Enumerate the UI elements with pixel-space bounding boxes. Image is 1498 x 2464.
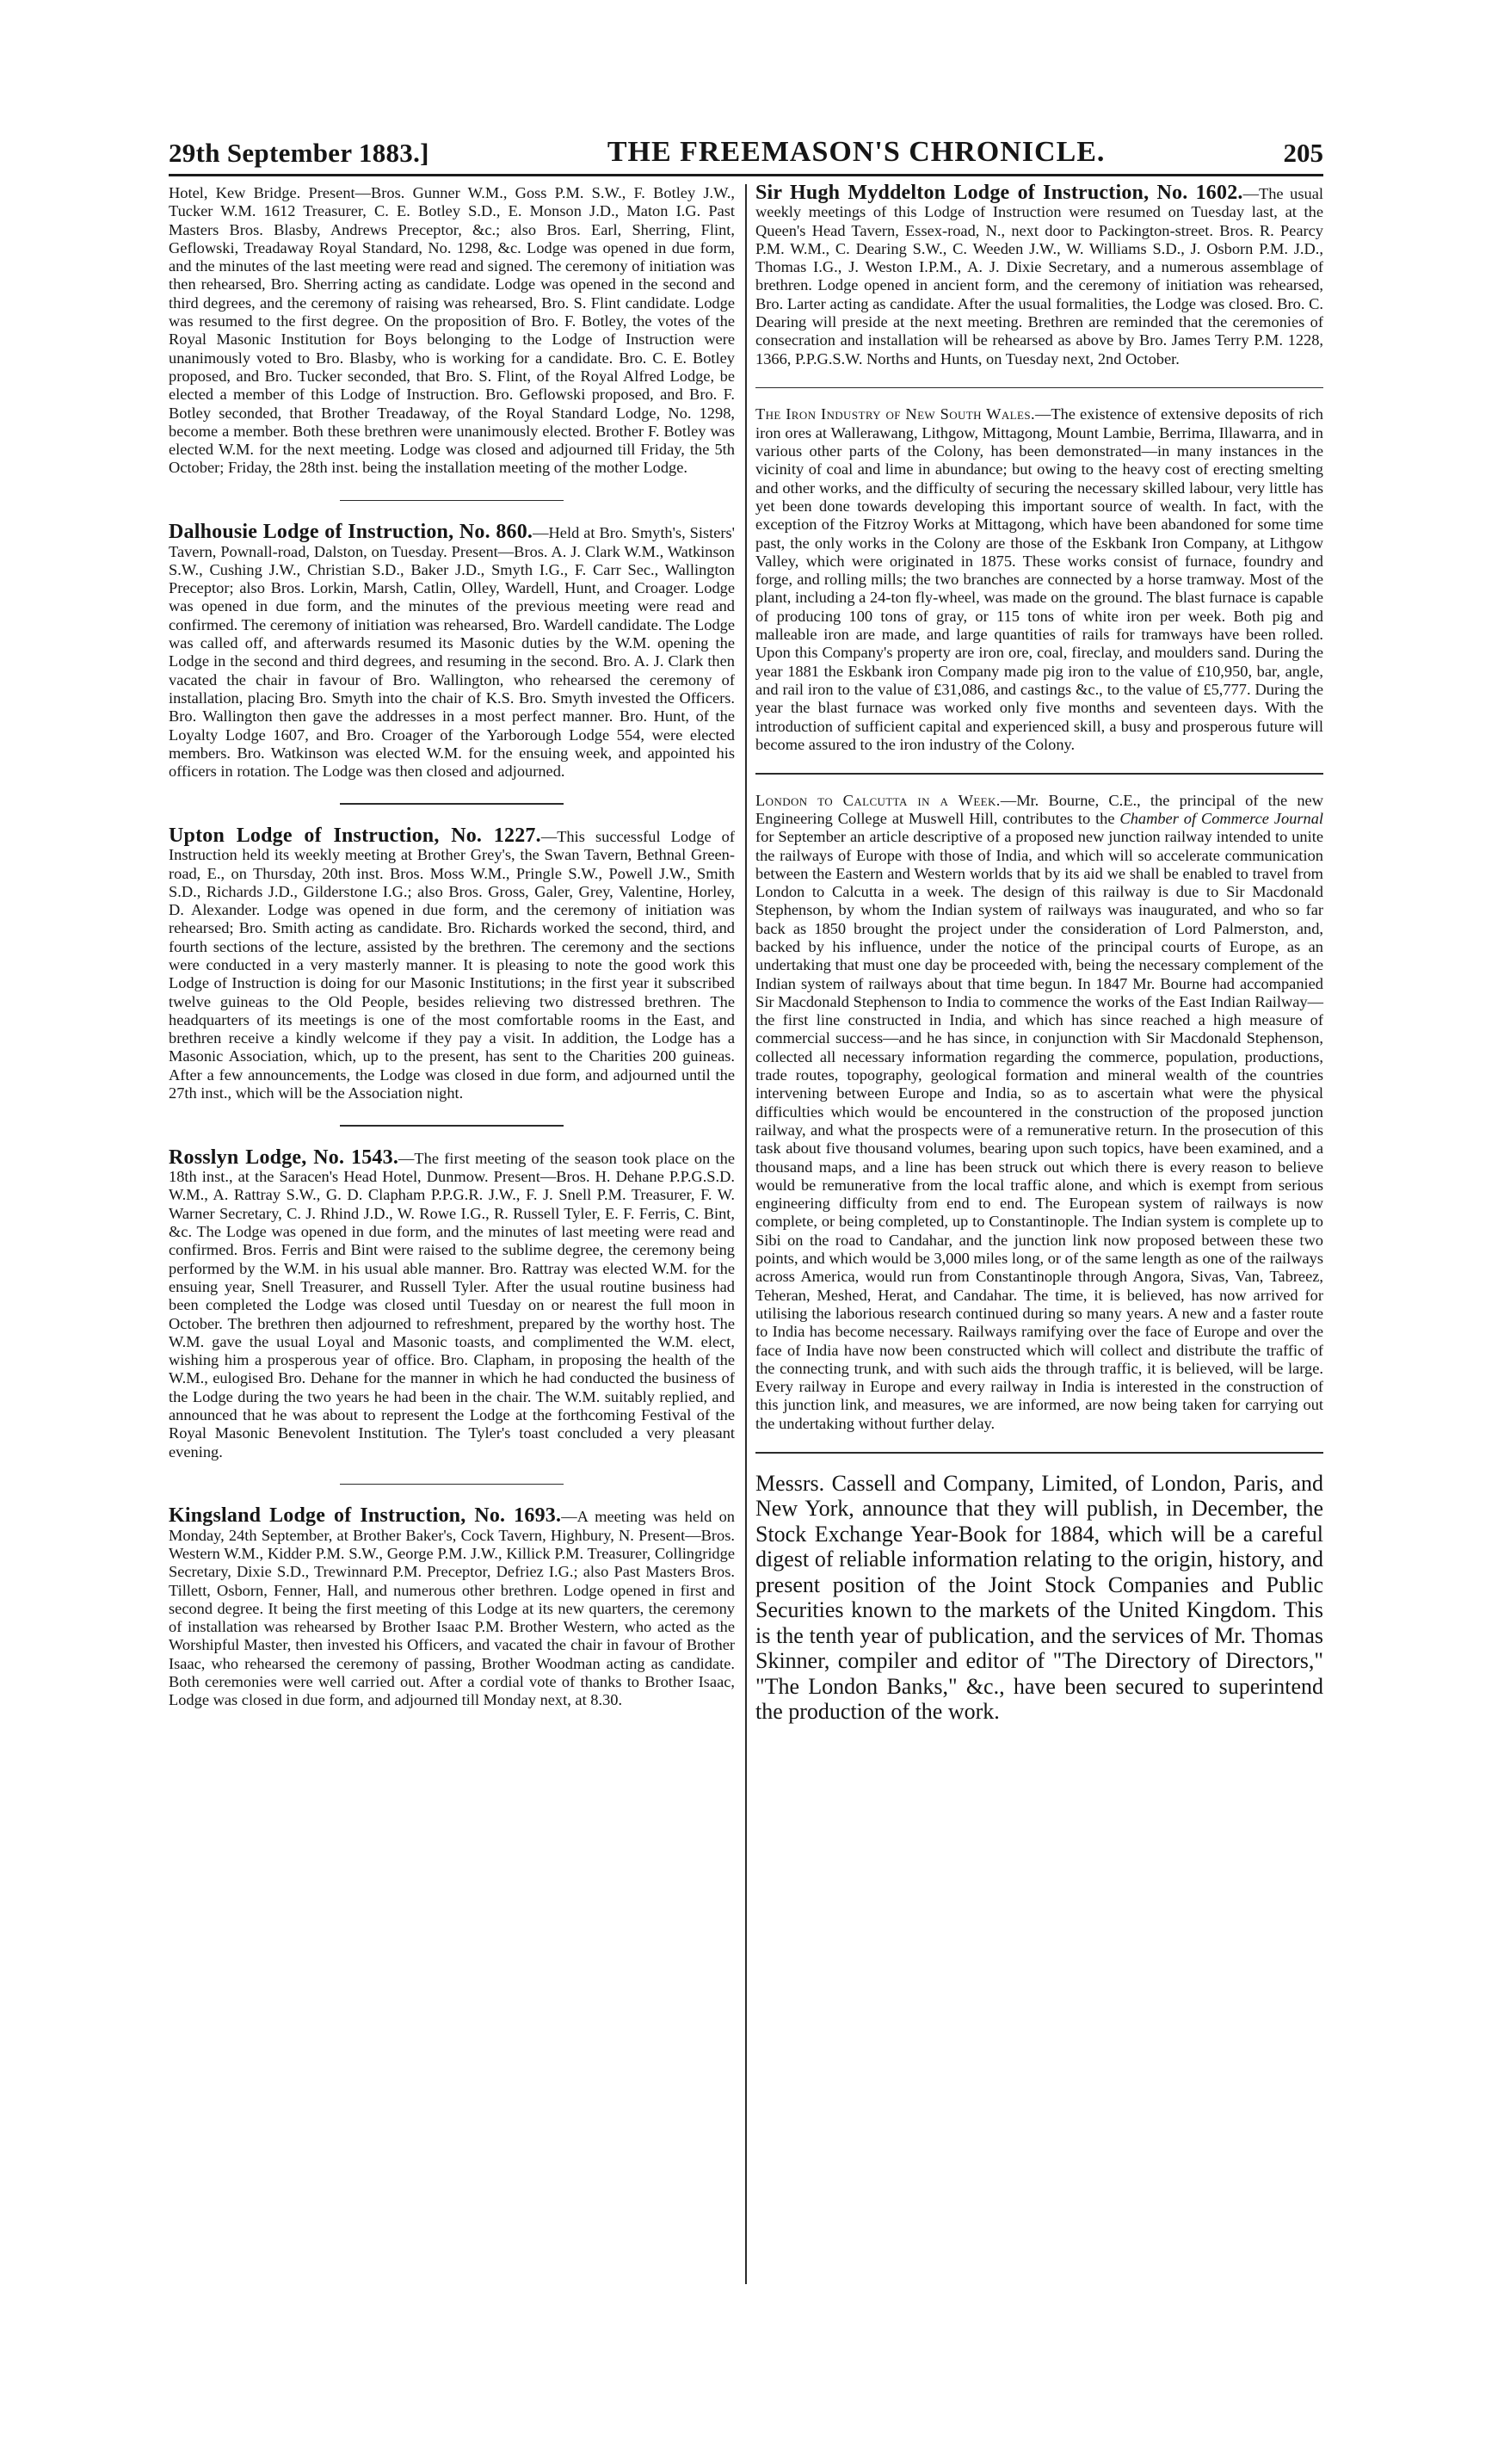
article-body-continued: for September an article descriptive of a proposed new junction railway intended to unite the railways of Europe with those of India, and which will so accelerate communication between the Eastern and Western worlds that by its aid we shall be enabled to travel from London to Calcutta in a week. The design of this railway is due to Sir Macdonald Stephenson, by whom the Indian system of railways was inaugurated, and who so far back as 1850 brought the project under the consideration of Lord Palmerston, and, backed by his influence, under the notice of the principal courts of Europe, as an undertaking that must one day be proceeded with, being the necessary complement of the Indian system of railways about that time begun. In 1847 Mr. Bourne had accompanied Sir Macdonald Stephenson to India to commence the works of the East Indian Railway—the first line constructed in India, and which has since reached a high measure of commercial success—and he has since, in conjunction with Sir Macdonald Stephenson, collected all necessary information regarding the commerce, population, productions, trade routes, topography, geological formation and mineral wealth of the countries intervening between Europe and India, so as to ascertain what were the physical difficulties which would be encountered in the construction of the proposed junction railway, and what the prospects were of a remunerative return. In the prosecution of this task about five thousand volumes, bearing upon such topics, have been examined, and a thousand maps, and a line has been struck out which there is every reason to believe would be remunerative from the local traffic alone, and which is exempt from serious engineering difficulty from end to end. The European system of railways is now complete, or being completed, up to Constantinople. The Indian system is complete up to Sibi on the road to Candahar, and the junction link now proposed between these two points, and which would be 3,000 miles long, or of the same length as one of the railways across America, would run from Constantinople through Angora, Sivas, Van, Tabreez, Teheran, Meshed, Herat, and Candahar. The time, it is believed, has now arrived for utilising the laborious research continued during so many years. A new and a faster route to India has become necessary. Railways ramifying over the face of Europe and over the face of India have now been constructed which will collect and distribute the traffic of the connecting trunk, and with such aids the through traffic, it is believed, will be large. Every railway in Europe and every railway in India is interested in the construction of this junction link, and measures, we are informed, are now being taken for carrying out the undertaking without further delay. [755,828,1323,1432]
article-heading: Rosslyn Lodge, No. 1543. [169,1146,399,1169]
article-body: —The usual weekly meetings of this Lodge of Instruction were resumed on Tuesday last, at the Queen's Head Tavern, Essex-road, N., next door to Packington-street. Bros. R. Pearcy P.M. W.M., C. Dearing S.W., C. Weeden J.W., W. Williams S.D., J. Osborn P.M. J.D., Thomas I.G., J. Weston I.P.M., A. J. Dixie Secretary, and a numerous assemblage of brethren. Lodge opened in ancient form, and the ceremony of initiation was rehearsed, Bro. Larter acting as candidate. After the usual formalities, the Lodge was closed. Bro. C. Dearing will preside at the next meeting. Brethren are reminded that the ceremonies of consecration and installation will be rehearsed as above by Bro. James Terry P.M. 1228, 1366, P.P.G.S.W. Norths and Hunts, on Tuesday next, 2nd October. [755,185,1323,367]
article-body: —Mr. Bourne, C.E., the principal of the new Engineering College at Muswell Hill, contributes to the [755,791,1323,827]
masthead [169,126,1323,176]
notice-body: Messrs. Cassell and Company, Limited, of London, Paris, and New York, announce that they will publish, in December, the Stock Exchange Year-Book for 1884, which will be a careful digest of reliable information relating to the origin, history, and present position of the Joint Stock Companies and Public Securities known to the markets of the United Kingdom. This is the tenth year of publication, and the services of Mr. Thomas Skinner, compiler and editor of "The Directory of Directors," "The London Banks," &c., have been secured to superintend the production of the work. [755,1470,1323,1724]
journal-title: Chamber of Commerce Journal [1119,809,1324,827]
article-rosslyn [169,1146,735,1461]
section-rule [340,500,564,502]
left-column [169,184,735,1710]
article-body: —Held at Bro. Smyth's, Sisters' Tavern, Pownall-road, Dalston, on Tuesday. Present—Bros. A. J. Clark W.M., Watkinson S.W., Cushing J.W., Christian S.D., Baker J.D., Smyth I.G., F. Carr Sec., Wallington Preceptor; also Bros. Lorkin, Marsh, Catlin, Olley, Wardell, Hunt, and Croager. Lodge was opened in due form, and the minutes of the previous meeting were read and confirmed. The ceremony of initiation was rehearsed, Bro. Wardell candidate. The Lodge was called off, and afterwards resumed its Masonic duties by the W.M. opening the Lodge in the second and third degrees, and resuming in the second. Bro. A. J. Clark then vacated the chair in favour of Bro. Wallington, who rehearsed the ceremony of installation, placing Bro. Smyth into the chair of K.S. Bro. Smyth invested the Officers. Bro. Wallington then gave the addresses in a most perfect manner. Bro. Hunt, of the Loyalty Lodge 1607, and Bro. Croager of the Yarborough Lodge 554, were elected members. Bro. Watkinson was elected W.M. for the ensuing week, and appointed his officers in rotation. The Lodge was then closed and adjourned. [169,524,735,781]
article-upton [169,824,736,1102]
article-body: —This successful Lodge of Instruction held its weekly meeting at Brother Grey's, the Swan Tavern, Bethnal Green-road, E., on Thursday, 20th inst. Bros. Moss W.M., Pringle S.W., Powell J.W., Smith S.D., Richards J.D., Gilderstone I.G.; also Bros. Gross, Galer, Grey, Valentine, Horley, D. Alexander. Lodge was opened in due form, and the ceremony of initiation was rehearsed; Bro. Smith acting as candidate. Bro. Richards worked the second, third, and fourth sections of the lecture, assisted by the brethren. The ceremony and the sections were conducted in a very masterly manner. It is pleasing to note the good work this Lodge of Instruction is doing for our Masonic Institutions; in the first year it subscribed twelve guineas to the Old People, besides relieving two distressed brethren. The headquarters of its meetings is one of the most comfortable rooms in the East, and brethren receive a kindly welcome if they pay a visit. In addition, the Lodge has a Masonic Association, which, up to the present, has sent to the Charities 200 guineas. After a few announcements, the Lodge was closed in due form, and adjourned until the 27th inst., which will be the Association night. [169,827,736,1102]
article-kingsland [169,1504,735,1709]
section-rule [340,1125,564,1127]
article-body: —The existence of extensive deposits of rich iron ores at Wallerawang, Lithgow, Mittagong, Mount Lambie, Berrima, Illawarra, and in various other parts of the Colony, has been demonstrated—in many instances in the vicinity of coal and lime in abundance; but owing to the heavy cost of erecting smelting and other works, and the difficulty of securing the necessary skilled labour, very little has yet been done towards developing this important source of wealth. In fact, with the exception of the Fitzroy Works at Mittagong, which have been abandoned for some time past, the only works in the Colony are those of the Eskbank Iron Company, at Lithgow Valley, which were originated in 1875. These works consist of furnace, foundry and forge, and rolling mills; the two branches are connected by a horse tramway. Most of the plant, including a 24-ton fly-wheel, was made on the ground. The blast furnace is capable of producing 100 tons of gray, or 115 tons of white iron per week. Both pig and malleable iron are made, and large quantities of rails for tramways have been rolled. Upon this Company's property are iron ore, coal, fireclay, and moulders sand. During the year 1881 the Eskbank iron Company made pig iron to the value of £10,950, bar, angle, and rail iron to the value of £31,086, and castings &c., to the value of £5,777. During the year the blast furnace was worked only five months and seventeen days. With the introduction of sufficient capital and experienced skill, a busy and prosperous future will become assured to the iron industry of the Colony. [755,405,1323,753]
section-rule [755,387,1323,389]
article-body: —A meeting was held on Monday, 24th September, at Brother Baker's, Cock Tavern, Highbury, N. Present—Bros. Western W.M., Kidder P.M. S.W., George P.M. J.W., Killick P.M. Treasurer, Collingridge Secretary, Dixie S.D., Trewinnard P.M. Preceptor, Defriez I.G.; also Past Masters Bros. Tillett, Osborn, Fenner, Hall, and numerous other brethren. Lodge opened in first and second degree. It being the first meeting of this Lodge at its new quarters, the ceremony of installation was rehearsed by Brother Isaac P.M. Brother Western, who acted as the Worshipful Master, then invested his Officers, and vacated the chair in favour of Brother Isaac, who rehearsed the ceremony of passing, Brother Woodman acting as candidate. Both ceremonies were well carried out. After a cordial vote of thanks to Brother Isaac, Lodge was closed in due form, and adjourned till Monday next, at 8.30. [169,1508,735,1709]
article-london-calcutta [755,792,1323,1433]
publication-title: THE FREEMASON'S CHRONICLE. [607,136,1106,168]
article-dalhousie [169,523,735,781]
right-column [755,184,1323,1725]
column-divider [745,184,747,2284]
article-heading: Dalhousie Lodge of Instruction, No. 860. [169,521,533,544]
page-number: 205 [1283,138,1323,168]
article-body: Hotel, Kew Bridge. Present—Bros. Gunner W.M., Goss P.M. S.W., F. Botley J.W., Tucker W.M. 1612 Treasurer, C. E. Botley S.D., E. Monson J.D., Maton I.G. Past Masters Bros. Blasby, Andrews Preceptor, &c.; also Bros. Earl, Sherring, Flint, Geflowski, Treadaway Royal Standard, No. 1298, &c. Lodge was opened in due form, and the minutes of the last meeting were read and signed. The ceremony of initiation was then rehearsed, Bro. Sherring acting as candidate. Lodge was opened in the second and third degrees, and the ceremony of raising was rehearsed, Bro. S. Flint candidate. Lodge was resumed to the first degree. On the proposition of Bro. F. Botley, the votes of the Royal Masonic Institution for Boys belonging to the Lodge of Instruction were unanimously voted to Bro. Blasby, who is working for a candidate. Bro. C. E. Botley proposed, and Bro. Tucker seconded, that Bro. S. Flint, of the Royal Alfred Lodge, be elected a member of this Lodge of Instruction. Bro. Geflowski proposed, and Bro. F. Botley seconded, that Brother Treadaway, of the Royal Standard Lodge, No. 1298, become a member. Both these brethren were unanimously elected. Brother F. Botley was elected W.M. for the next meeting. Lodge was closed and adjourned till Friday, the 5th October; Friday, the 28th inst. being the installation meeting of the mother Lodge. [169,184,735,477]
article-cassell-notice [755,1471,1323,1725]
article-heading: Sir Hugh Myddelton Lodge of Instruction, No. 1602. [755,182,1243,204]
article-myddelton [755,184,1323,368]
issue-date: 29th September 1883.] [169,138,429,168]
article-continued-kew [169,184,735,478]
article-lead: The Iron Industry of New South Wales. [755,405,1035,423]
article-body: —The first meeting of the season took place on the 18th inst., at the Saracen's Head Hotel, Dunmow. Present—Bros. H. Dehane P.P.G.S.D. W.M., A. Rattray S.W., G. D. Clapham P.P.G.R. J.W., F. J. Snell P.M. Treasurer, F. W. Warner Secretary, C. J. Rhind J.D., W. Rowe I.G., R. Russell Tyler, E. F. Ferris, C. Bint, &c. The Lodge was opened in due form, and the minutes of last meeting were read and confirmed. Bros. Ferris and Bint were raised to the sublime degree, the ceremony being performed by the W.M. in his usual able manner. Bro. Rattray was elected W.M. for the ensuing year, Snell Treasurer, and Russell Tyler. After the usual routine business had been completed the Lodge was closed until Tuesday on or nearest the full moon in October. The brethren then adjourned to refreshment, prepared by the worthy host. The W.M. gave the usual Loyal and Masonic toasts, and complimented the W.M. elect, wishing him a prosperous year of office. Bro. Clapham, in proposing the health of the W.M., eulogised Bro. Dehane for the manner in which he had conducted the business of the Lodge during the two years he had been in the chair. The W.M. suitably replied, and announced that he was about to represent the Lodge at the forthcoming Festival of the Royal Masonic Benevolent Institution. The Tyler's toast concluded a very pleasant evening. [169,1149,735,1460]
section-rule [755,773,1323,775]
section-rule [755,1452,1323,1454]
article-lead: London to Calcutta in a Week. [755,791,1001,809]
article-iron-industry [755,405,1323,754]
section-rule [340,803,564,805]
article-heading: Upton Lodge of Instruction, No. 1227. [169,824,541,847]
article-heading: Kingsland Lodge of Instruction, No. 1693. [169,1504,562,1528]
section-rule [340,1484,564,1485]
